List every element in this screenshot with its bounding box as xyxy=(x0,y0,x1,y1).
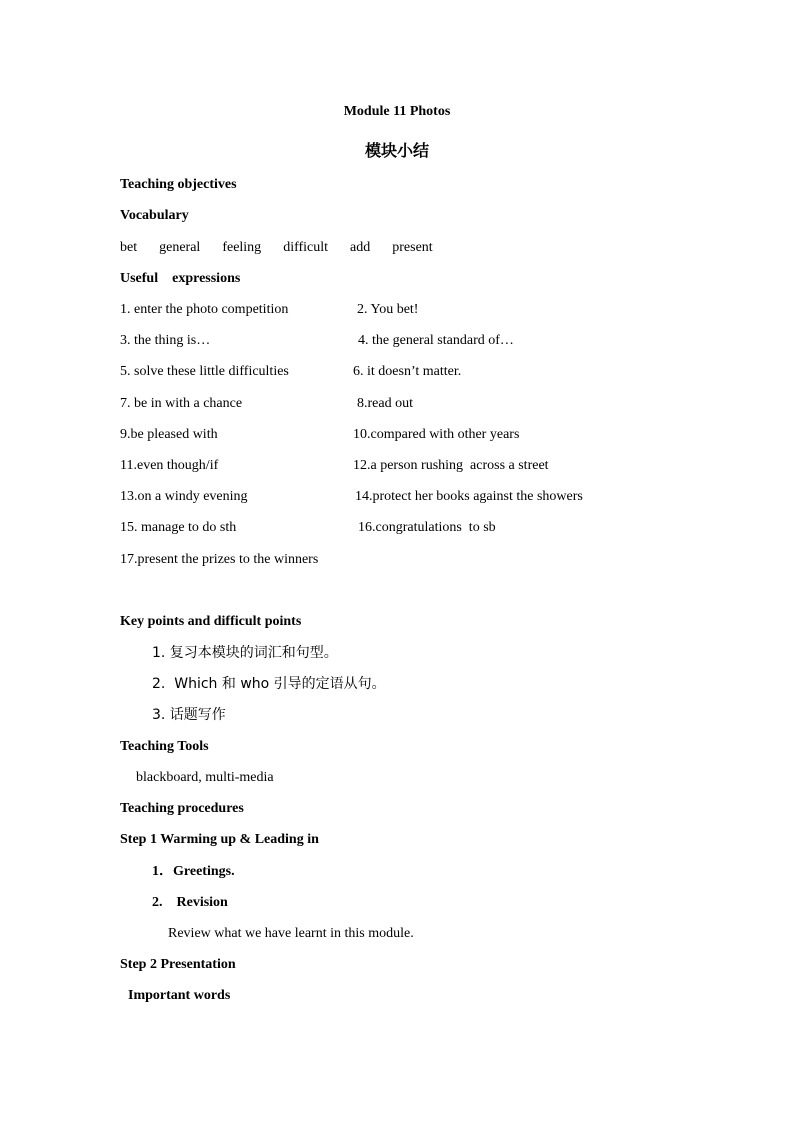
expression-item: 5. solve these little difficulties xyxy=(120,364,289,379)
expression-item: 10.compared with other years xyxy=(353,427,520,442)
step1-item: 2. Revision xyxy=(152,895,228,910)
expression-item: 14.protect her books against the showers xyxy=(355,489,583,504)
procedures-heading: Teaching procedures xyxy=(120,801,244,816)
page-subtitle: 模块小结 xyxy=(364,141,429,160)
key-point-item: 1. 复习本模块的词汇和句型。 xyxy=(152,645,338,661)
vocabulary-list xyxy=(120,239,455,257)
page-title: Module 11 Photos xyxy=(343,104,451,119)
expression-item: 6. it doesn’t matter. xyxy=(353,364,462,379)
key-point-item: 3. 话题写作 xyxy=(152,707,226,723)
vocab-word: present xyxy=(392,240,433,255)
step1-item: 1．Greetings. xyxy=(152,864,235,879)
expression-item: 3. the thing is… xyxy=(120,333,211,348)
expression-item: 2. You bet! xyxy=(357,302,419,317)
key-point-item: 2. Which 和 who 引导的定语从句。 xyxy=(152,676,386,692)
expression-item: 4. the general standard of… xyxy=(358,333,514,348)
key-points-heading: Key points and difficult points xyxy=(120,614,302,629)
step2-heading: Step 2 Presentation xyxy=(120,957,236,972)
vocab-word: general xyxy=(159,240,201,255)
objectives-heading: Teaching objectives xyxy=(120,177,237,192)
vocab-word: feeling xyxy=(222,240,262,255)
expression-item: 7. be in with a chance xyxy=(120,396,243,411)
vocab-word: difficult xyxy=(283,240,329,255)
vocabulary-heading: Vocabulary xyxy=(120,208,189,223)
expression-item: 13.on a windy evening xyxy=(120,489,248,504)
expression-item: 15. manage to do sth xyxy=(120,520,237,535)
expression-item: 11.even though/if xyxy=(120,458,219,473)
expressions-heading: Useful expressions xyxy=(120,271,241,286)
step2-subheading: Important words xyxy=(128,988,231,1003)
tools-heading: Teaching Tools xyxy=(120,739,209,754)
expression-item: 17.present the prizes to the winners xyxy=(120,552,319,567)
vocab-word: add xyxy=(350,240,371,255)
tools-text: blackboard, multi-media xyxy=(136,770,274,785)
vocab-word: bet xyxy=(120,240,138,255)
step1-heading: Step 1 Warming up & Leading in xyxy=(120,832,319,847)
expression-item: 9.be pleased with xyxy=(120,427,218,442)
expression-item: 16.congratulations to sb xyxy=(358,520,496,535)
step1-note: Review what we have learnt in this module. xyxy=(168,926,414,941)
expression-item: 1. enter the photo competition xyxy=(120,302,289,317)
expression-item: 8.read out xyxy=(357,396,413,411)
expression-item: 12.a person rushing across a street xyxy=(353,458,549,473)
